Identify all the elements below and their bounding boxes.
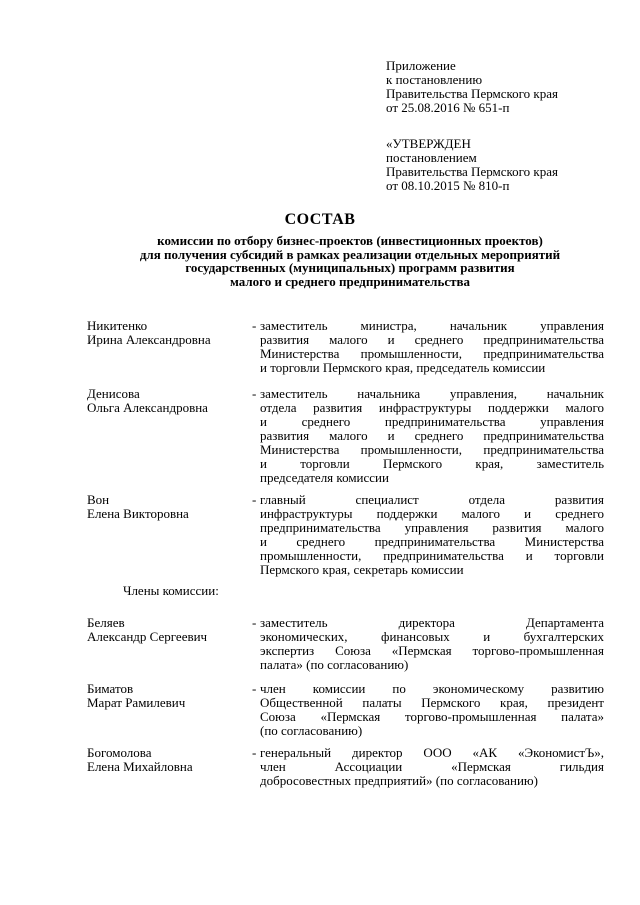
role-line: Министерства промышленности, предпринимательства: [260, 443, 604, 457]
dash-separator: -: [252, 318, 257, 333]
members-heading: Члены комиссии:: [123, 583, 219, 598]
annex-line: Приложение: [386, 58, 456, 73]
member-given-name: Ирина Александровна: [87, 332, 211, 347]
role-line: и среднего предпринимательства управления: [260, 415, 604, 429]
member-role: [260, 493, 604, 577]
role-line: председателя комиссии: [260, 471, 389, 485]
role-line: член комиссии по экономическому развитию: [260, 682, 604, 696]
annex-line: к постановлению: [386, 72, 483, 87]
document-title: СОСТАВ: [284, 211, 356, 228]
role-line: экспертиз Союза «Пермская торгово-промышленная: [260, 644, 604, 658]
subtitle-line: для получения субсидий в рамках реализации отдельных мероприятий: [139, 246, 561, 262]
role-line: экономических, финансовых и бухгалтерских: [260, 630, 604, 644]
role-line: и среднего предпринимательства Министерства: [260, 535, 604, 549]
member-role: [260, 616, 604, 672]
approval-line: «УТВЕРЖДЕН: [386, 136, 471, 151]
role-line: палата» (по согласованию): [260, 658, 409, 672]
role-line: заместитель начальника управления, начальник: [260, 387, 604, 401]
subtitle-line: государственных (муниципальных) программ развития: [185, 260, 515, 275]
member-name: [87, 493, 257, 521]
role-line: промышленности, предпринимательства и торговли: [260, 549, 604, 563]
member-given-name: Елена Викторовна: [87, 506, 189, 521]
role-line: Пермского края, секретарь комиссии: [260, 563, 464, 577]
member-name: [87, 319, 257, 347]
member-name: [87, 616, 257, 644]
member-role: [260, 387, 604, 485]
member-given-name: Александр Сергеевич: [87, 629, 208, 644]
role-line: Министерства промышленности, предпринимательства: [260, 347, 604, 361]
document-subtitle: [60, 234, 640, 288]
dash-separator: -: [252, 615, 257, 630]
role-line: Союза «Пермская торгово-промышленная палата»: [260, 710, 604, 724]
dash-separator: -: [252, 386, 257, 401]
member-role: [260, 746, 604, 788]
role-line: и торговли Пермского края, заместитель: [260, 457, 604, 471]
subtitle-line: малого и среднего предпринимательства: [229, 273, 471, 289]
member-surname: Никитенко: [87, 318, 148, 333]
annex-header: [386, 59, 626, 115]
role-line: инфраструктуры поддержки малого и среднего: [260, 507, 604, 521]
role-line: заместитель министра, начальник управления: [260, 319, 604, 333]
role-line: отдела развития инфраструктуры поддержки малого: [260, 401, 604, 415]
member-name: [87, 682, 257, 710]
member-surname: Вон: [87, 492, 110, 507]
approval-line: Правительства Пермского края: [386, 164, 558, 179]
member-given-name: Марат Рамилевич: [87, 695, 186, 710]
member-name: [87, 387, 257, 415]
member-name: [87, 746, 257, 774]
dash-separator: -: [252, 745, 257, 760]
approval-header: [386, 137, 626, 193]
dash-separator: -: [252, 492, 257, 507]
approval-line: от 08.10.2015 № 810-п: [386, 178, 510, 193]
member-given-name: Елена Михайловна: [87, 759, 193, 774]
role-line: генеральный директор ООО «АК «ЭкономистЪ»,: [260, 746, 604, 760]
dash-separator: -: [252, 681, 257, 696]
member-surname: Денисова: [87, 386, 140, 401]
member-surname: Беляев: [87, 615, 125, 630]
role-line: добросовестных предприятий» (по согласованию): [260, 774, 538, 788]
member-role: [260, 682, 604, 738]
member-role: [260, 319, 604, 375]
role-line: развития малого и среднего предпринимательства: [260, 429, 604, 443]
annex-line: от 25.08.2016 № 651-п: [386, 100, 510, 115]
role-line: заместитель директора Департамента: [260, 616, 604, 630]
subtitle-line: комиссии по отбору бизнес-проектов (инвестиционных проектов): [157, 233, 543, 248]
member-given-name: Ольга Александровна: [87, 400, 208, 415]
role-line: (по согласованию): [260, 724, 363, 738]
annex-line: Правительства Пермского края: [386, 86, 558, 101]
role-line: главный специалист отдела развития: [260, 493, 604, 507]
approval-line: постановлением: [386, 150, 477, 165]
member-surname: Богомолова: [87, 745, 152, 760]
role-line: Общественной палаты Пермского края, президент: [260, 696, 604, 710]
member-surname: Биматов: [87, 681, 134, 696]
role-line: и торговли Пермского края, председатель комиссии: [260, 361, 546, 375]
role-line: член Ассоциации «Пермская гильдия: [260, 760, 604, 774]
role-line: предпринимательства управления развития малого: [260, 521, 604, 535]
role-line: развития малого и среднего предпринимательства: [260, 333, 604, 347]
